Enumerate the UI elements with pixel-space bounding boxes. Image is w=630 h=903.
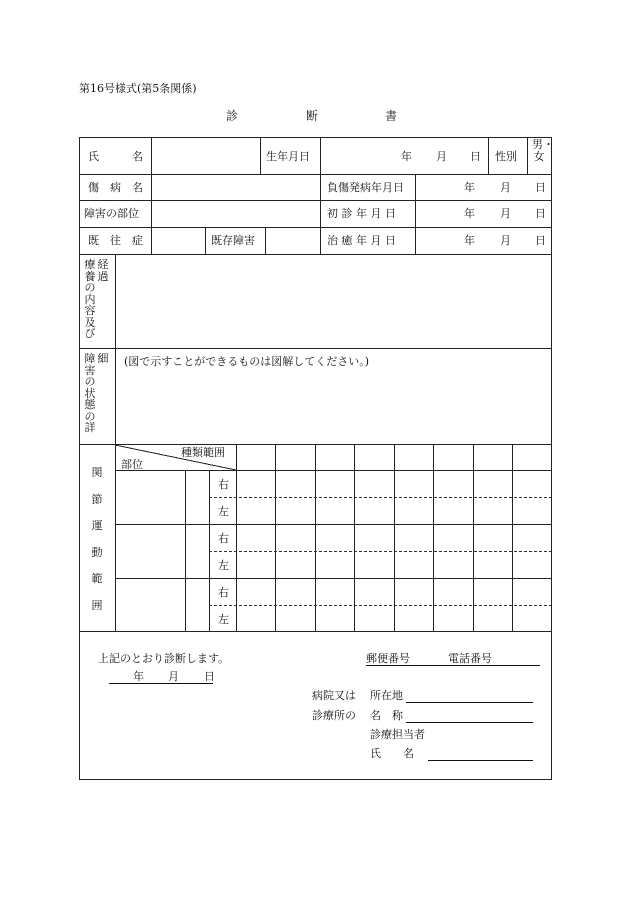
birth-date-label: 生年月日 — [266, 150, 310, 163]
injury-date-label: 負傷発病年月日 — [327, 181, 404, 194]
injury-day-unit: 日 — [535, 181, 546, 194]
doctor-label: 診療担当者 — [370, 728, 425, 741]
existing-disability-label: 既存障害 — [211, 234, 255, 247]
details-label-col2: 障害の状態の詳 — [84, 352, 96, 435]
rom-type-range-label: 種類範囲 — [181, 446, 225, 459]
rom-side-right-1: 右 — [218, 478, 229, 491]
rom-side-right-2: 右 — [218, 532, 229, 545]
rom-side-left-1: 左 — [218, 505, 229, 518]
phone-number-label: 電話番号 — [448, 652, 492, 665]
treatment-label-col1: 経過 — [97, 258, 109, 283]
diagnosis-date-line[interactable] — [109, 671, 213, 684]
hospital-label-1: 病院又は — [312, 689, 356, 702]
treatment-label-col2: 療養の内容及び — [84, 258, 96, 341]
sex-label: 性別 — [495, 150, 517, 163]
postal-code-label: 郵便番号 — [366, 652, 410, 665]
sex-options[interactable]: 男・女 — [532, 138, 554, 163]
injury-name-label: 傷 病 名 — [88, 181, 143, 194]
diagnosis-month-unit: 月 — [168, 670, 179, 683]
joint-range-label: 関節運動範囲 — [91, 466, 103, 612]
birth-year-unit: 年 — [401, 150, 412, 163]
treatment-details-field[interactable] — [118, 257, 548, 346]
rom-side-left-3: 左 — [218, 613, 229, 626]
rom-side-left-2: 左 — [218, 559, 229, 572]
birth-month-unit: 月 — [436, 150, 447, 163]
title-char-1: 診 — [226, 109, 239, 123]
cure-date-label: 治 癒 年 月 日 — [327, 234, 396, 247]
details-label-col1: 細 — [97, 352, 109, 365]
rom-side-right-3: 右 — [218, 586, 229, 599]
hospital-label-2: 診療所の — [312, 709, 356, 722]
address-field[interactable] — [406, 690, 533, 703]
birth-day-unit: 日 — [470, 150, 481, 163]
medical-history-label: 既 往 症 — [88, 234, 143, 247]
patient-name-label: 氏 名 — [88, 150, 143, 163]
title-char-3: 書 — [385, 109, 398, 123]
details-note: (図で示すことができるものは図解してください。) — [124, 355, 370, 368]
first-visit-month-unit: 月 — [500, 207, 511, 220]
form-number: 第16号様式(第5条関係) — [79, 82, 197, 95]
cure-month-unit: 月 — [500, 234, 511, 247]
doctor-name-field[interactable] — [428, 748, 533, 761]
diagnosis-year-unit: 年 — [133, 670, 144, 683]
cure-year-unit: 年 — [464, 234, 475, 247]
first-visit-year-unit: 年 — [464, 207, 475, 220]
diagnosis-day-unit: 日 — [204, 670, 215, 683]
injury-month-unit: 月 — [500, 181, 511, 194]
doctor-name-label: 氏 名 — [370, 747, 414, 760]
rom-part-label: 部位 — [121, 458, 143, 471]
injury-year-unit: 年 — [464, 181, 475, 194]
facility-name-field[interactable] — [406, 710, 533, 723]
address-label: 所在地 — [370, 689, 403, 702]
title-char-2: 断 — [306, 109, 319, 123]
disability-part-label: 障害の部位 — [84, 207, 139, 220]
first-visit-label: 初 診 年 月 日 — [327, 207, 396, 220]
patient-name-field[interactable] — [154, 140, 258, 172]
cure-day-unit: 日 — [535, 234, 546, 247]
facility-name-label: 名 称 — [370, 709, 403, 722]
diagnosis-statement: 上記のとおり診断します。 — [98, 652, 230, 665]
first-visit-day-unit: 日 — [535, 207, 546, 220]
